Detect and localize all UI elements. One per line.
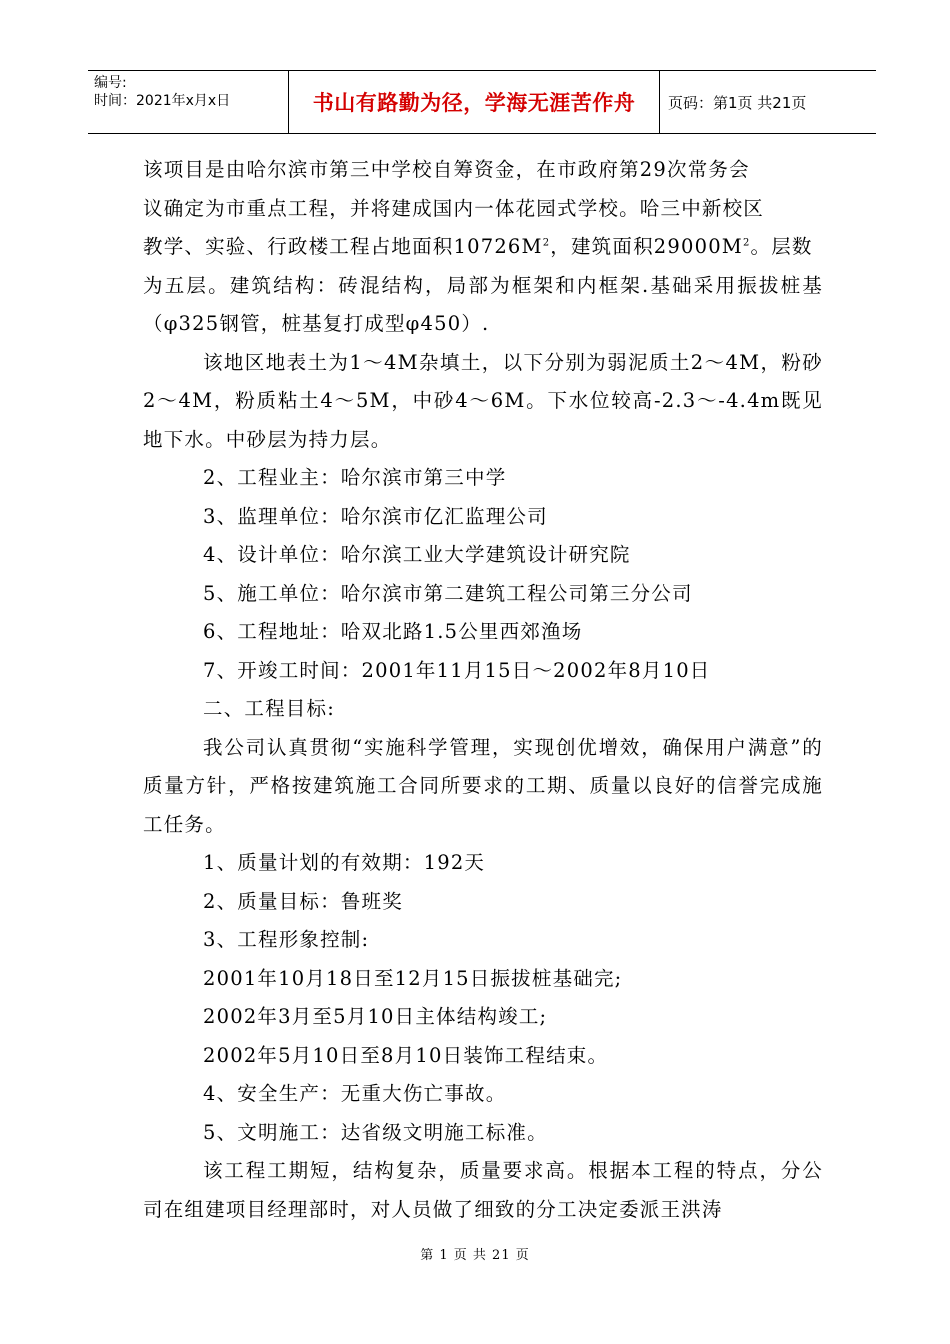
area-text-a: 教学、实验、行政楼工程占地面积10726M bbox=[143, 235, 543, 258]
info-item-owner: 2、工程业主：哈尔滨市第三中学 bbox=[203, 466, 507, 489]
header-page-info: 页码：第1页 共21页 bbox=[668, 93, 807, 112]
info-item-schedule: 7、开竣工时间：2001年11月15日～2002年8月10日 bbox=[203, 658, 711, 682]
paragraph-area-line bbox=[143, 228, 823, 267]
goal-item-progress-control: 3、工程形象控制: bbox=[203, 928, 370, 951]
info-item-designer: 4、设计单位：哈尔滨工业大学建筑设计研究院 bbox=[203, 543, 631, 566]
info-item-contractor: 5、施工单位：哈尔滨市第二建筑工程公司第三分公司 bbox=[203, 581, 693, 605]
goal-item-milestone-1: 2001年10月18日至12月15日振拔桩基础完; bbox=[203, 966, 623, 990]
document-header bbox=[88, 70, 876, 134]
document-body bbox=[143, 151, 823, 1229]
document-date-label: 时间：2021年x月x日 bbox=[94, 93, 231, 109]
goal-item-quality: 2、质量目标：鲁班奖 bbox=[203, 889, 403, 913]
goal-item-validity: 1、质量计划的有效期：192天 bbox=[203, 851, 486, 874]
goal-item-milestone-3: 2002年5月10日至8月10日装饰工程结束。 bbox=[203, 1043, 609, 1067]
area-text-c: 。层数 bbox=[750, 235, 813, 258]
paragraph-goal: 我公司认真贯彻“实施科学管理，实现创优增效，确保用户满意”的质量方针，严格按建筑施工合同所要求的工期、质量以良好的信誉完成施工任务。 bbox=[143, 735, 823, 836]
goal-item-safety: 4、安全生产：无重大伤亡事故。 bbox=[203, 1082, 507, 1105]
paragraph-soil: 该地区地表土为1～4M杂填土，以下分别为弱泥质土2～4M，粉砂2～4M，粉质粘土4～5M，中砂4～6M。下水位较高-2.3～-4.4m既见地下水。中砂层为持力层。 bbox=[143, 350, 823, 451]
paragraph-closing: 该工程工期短，结构复杂，质量要求高。根据本工程的特点，分公司在组建项目经理部时，对人员做了细致的分工决定委派王洪涛 bbox=[143, 1159, 823, 1221]
area-text-b: ，建筑面积29000M bbox=[550, 235, 743, 258]
superscript-a: 2 bbox=[542, 237, 551, 249]
info-item-address: 6、工程地址：哈双北路1.5公里西郊渔场 bbox=[203, 620, 583, 643]
paragraph-intro-line-2: 议确定为市重点工程，并将建成国内一体花园式学校。哈三中新校区 bbox=[143, 196, 765, 220]
goal-item-milestone-2: 2002年3月至5月10日主体结构竣工; bbox=[203, 1005, 548, 1028]
goal-item-civilized: 5、文明施工：达省级文明施工标准。 bbox=[203, 1120, 548, 1144]
document-number-label: 编号: bbox=[94, 75, 127, 91]
paragraph-structure: 为五层。建筑结构：砖混结构，局部为框架和内框架.基础采用振拔桩基（φ325钢管，桩基复打成型φ450）. bbox=[143, 273, 823, 335]
superscript-b: 2 bbox=[742, 237, 751, 249]
info-item-supervisor: 3、监理单位：哈尔滨市亿汇监理公司 bbox=[203, 504, 548, 528]
page-footer: 第 1 页 共 21 页 bbox=[420, 1248, 530, 1263]
header-meta bbox=[88, 71, 288, 133]
paragraph-intro-line-1: 该项目是由哈尔滨市第三中学校自筹资金，在市政府第29次常务会 bbox=[143, 158, 750, 181]
section-title-goals: 二、工程目标: bbox=[203, 697, 335, 720]
header-motto: 书山有路勤为径，学海无涯苦作舟 bbox=[288, 71, 660, 133]
